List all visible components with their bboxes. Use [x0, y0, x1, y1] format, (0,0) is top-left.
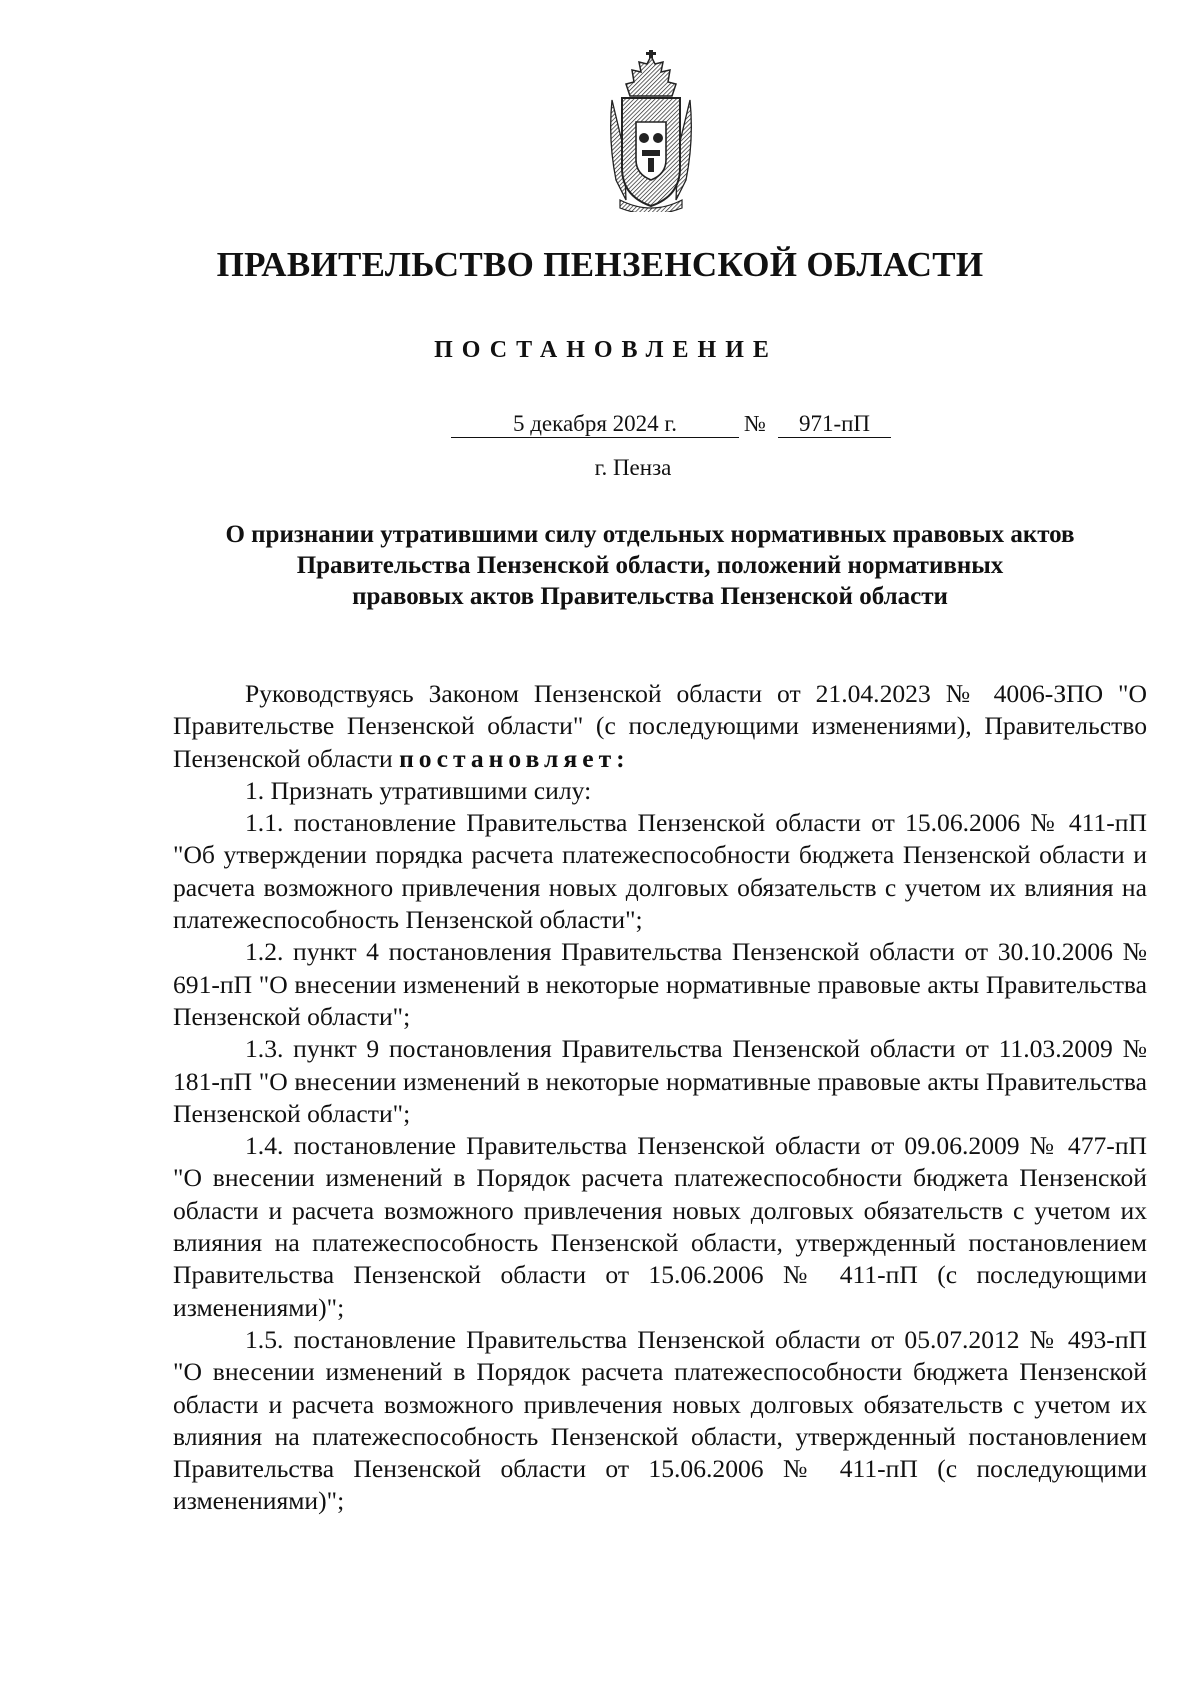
item-paragraph: 1.3. пункт 9 постановления Правительства Пензенской области от 11.03.2009 № 181-пП "О внесении изменений в некоторые нормативные правовые акты Правительства Пензенской области"; [173, 1034, 1147, 1128]
subject-line: Правительства Пензенской области, положений нормативных [296, 552, 1004, 579]
preamble-paragraph [173, 678, 1147, 775]
subject-line: правовых актов Правительства Пензенской области [352, 583, 948, 610]
preamble-text: Руководствуясь Законом Пензенской области от 21.04.2023 № 4006-ЗПО "О Правительстве Пензенской области" (с последующими изменениями), Правительство Пензенской области [173, 679, 1147, 773]
item-paragraph: 1.1. постановление Правительства Пензенской области от 15.06.2006 № 411-пП "Об утверждении порядка расчета платежеспособности бюджета Пензенской области и расчета возможного привлечения новых долговых обязательств с учетом их влияния на платежеспособность Пензенской области"; [173, 808, 1147, 935]
document-place: г. Пенза [594, 455, 672, 480]
document-type: ПОСТАНОВЛЕНИЕ [434, 337, 778, 363]
document-date: 5 декабря 2024 г. [451, 411, 739, 438]
subject-line: О признании утратившими силу отдельных нормативных правовых актов [225, 521, 1075, 548]
organization-title: ПРАВИТЕЛЬСТВО ПЕНЗЕНСКОЙ ОБЛАСТИ [216, 245, 984, 284]
item-paragraph: 1.2. пункт 4 постановления Правительства Пензенской области от 30.10.2006 № 691-пП "О внесении изменений в некоторые нормативные правовые акты Правительства Пензенской области"; [173, 937, 1147, 1031]
resolves-word: постановляет: [399, 743, 630, 773]
document-subject [160, 519, 1140, 612]
item-paragraph: 1.5. постановление Правительства Пензенской области от 05.07.2012 № 493-пП "О внесении изменений в Порядок расчета платежеспособности бюджета Пензенской области и расчета возможного привлечения новых долговых обязательств с учетом их влияния на платежеспособность Пензенской области, утвержденный постановлением Правительства Пензенской области от 15.06.2006 № 411-пП (с последующими изменениями)"; [173, 1324, 1147, 1516]
item-paragraph: 1. Признать утратившими силу: [245, 775, 592, 805]
document-body [173, 678, 1147, 1518]
coat-of-arms-emblem [606, 50, 696, 212]
number-sign: № [744, 411, 766, 436]
item-paragraph: 1.4. постановление Правительства Пензенской области от 09.06.2009 № 477-пП "О внесении изменений в Порядок расчета платежеспособности бюджета Пензенской области и расчета возможного привлечения новых долговых обязательств с учетом их влияния на платежеспособность Пензенской области, утвержденный постановлением Правительства Пензенской области от 15.06.2006 № 411-пП (с последующими изменениями)"; [173, 1131, 1147, 1322]
document-number: 971-пП [778, 411, 891, 438]
